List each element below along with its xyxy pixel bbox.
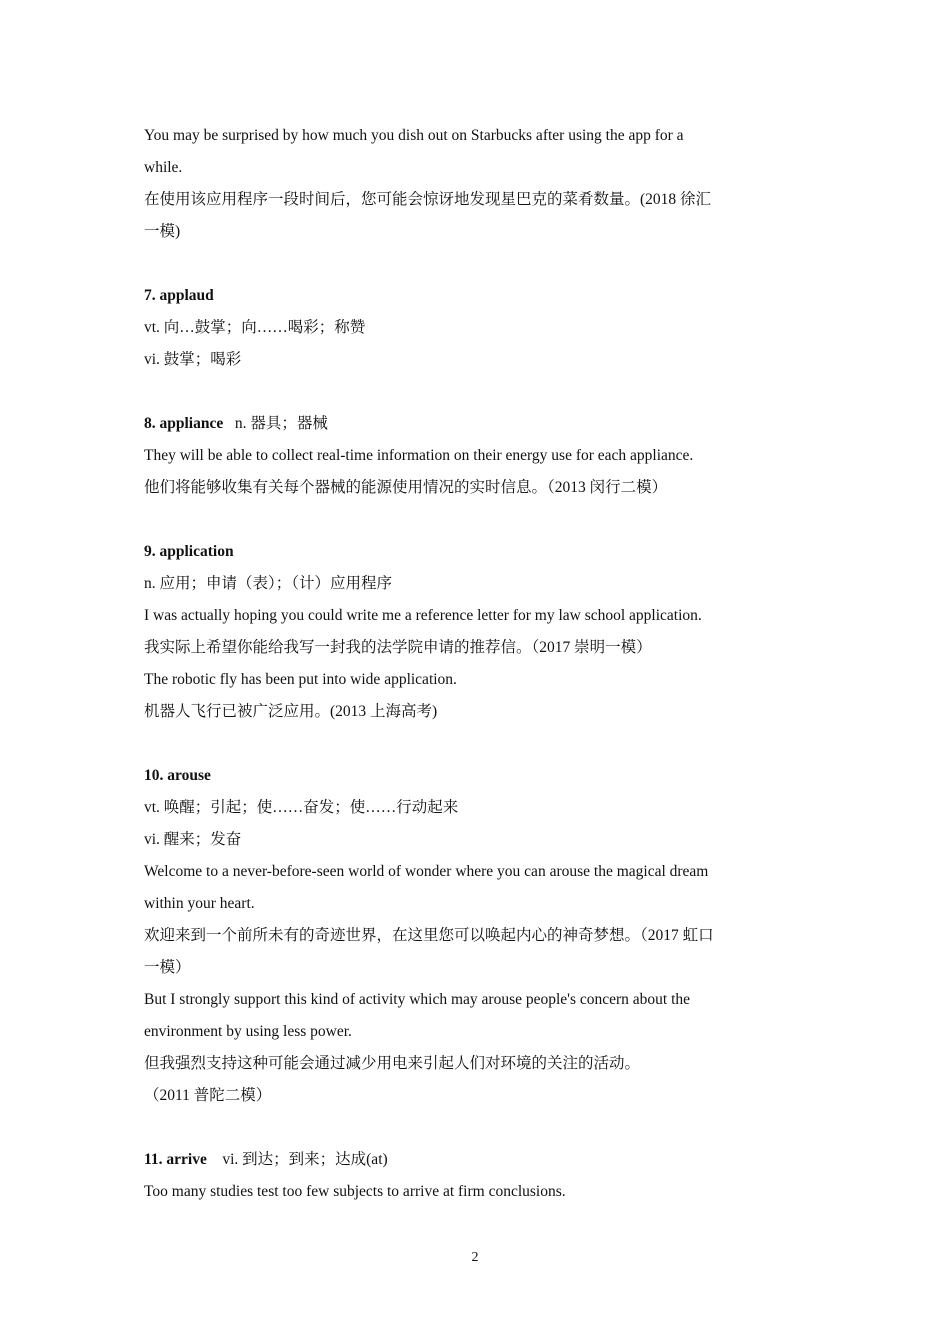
- definition: vi. 鼓掌；喝彩: [144, 351, 242, 368]
- example-sentence: I was actually hoping you could write me a reference letter for my law school application.: [144, 607, 702, 624]
- translation: 机器人飞行已被广泛应用。(2013 上海高考): [144, 703, 438, 720]
- example-sentence: Too many studies test too few subjects to arrive at firm conclusions.: [144, 1183, 566, 1200]
- example-sentence: They will be able to collect real-time information on their energy use for each appliance.: [144, 447, 694, 464]
- definition: vi. 到达；到来；达成(at): [222, 1151, 388, 1168]
- definition: vi. 醒来；发奋: [144, 831, 242, 848]
- spacer: [144, 376, 814, 408]
- translation: 但我强烈支持这种可能会通过减少用电来引起人们对环境的关注的活动。: [144, 1055, 641, 1072]
- spacer: [144, 248, 814, 280]
- translation: 一模): [144, 223, 181, 240]
- example-sentence: environment by using less power.: [144, 1023, 352, 1040]
- example-sentence: while.: [144, 159, 183, 176]
- translation: 欢迎来到一个前所未有的奇迹世界，在这里您可以唤起内心的神奇梦想。（2017 虹口: [144, 927, 714, 944]
- example-sentence: You may be surprised by how much you dish out on Starbucks after using the app for a: [144, 127, 684, 144]
- definition: vt. 唤醒；引起；使……奋发；使……行动起来: [144, 799, 459, 816]
- example-sentence: The robotic fly has been put into wide application.: [144, 671, 457, 688]
- example-sentence: But I strongly support this kind of activity which may arouse people's concern about the: [144, 991, 691, 1008]
- spacer: [144, 1112, 814, 1144]
- page-number: 2: [471, 1250, 479, 1265]
- document-page: [144, 120, 814, 1208]
- entry-heading-appliance: 8. appliance: [144, 415, 224, 432]
- spacer: [144, 728, 814, 760]
- translation: 在使用该应用程序一段时间后，您可能会惊讶地发现星巴克的菜肴数量。(2018 徐汇: [144, 191, 712, 208]
- definition: n. 器具；器械: [234, 415, 328, 432]
- example-sentence: Welcome to a never-before-seen world of wonder where you can arouse the magical dream: [144, 863, 709, 880]
- entry-appliance: [144, 408, 814, 440]
- translation: 我实际上希望你能给我写一封我的法学院申请的推荐信。（2017 崇明一模）: [144, 639, 652, 656]
- entry-heading-application: 9. application: [144, 543, 234, 560]
- entry-arrive: [144, 1144, 814, 1176]
- example-sentence: within your heart.: [144, 895, 255, 912]
- spacer: [144, 504, 814, 536]
- entry-heading-arouse: 10. arouse: [144, 767, 211, 784]
- definition: n. 应用；申请（表）；（计）应用程序: [144, 575, 393, 592]
- entry-heading-arrive: 11. arrive: [144, 1151, 207, 1168]
- definition: vt. 向…鼓掌；向……喝彩；称赞: [144, 319, 366, 336]
- translation: 他们将能够收集有关每个器械的能源使用情况的实时信息。（2013 闵行二模）: [144, 479, 668, 496]
- entry-heading-applaud: 7. applaud: [144, 287, 214, 304]
- translation: （2011 普陀二模）: [144, 1087, 272, 1104]
- translation: 一模）: [144, 959, 191, 976]
